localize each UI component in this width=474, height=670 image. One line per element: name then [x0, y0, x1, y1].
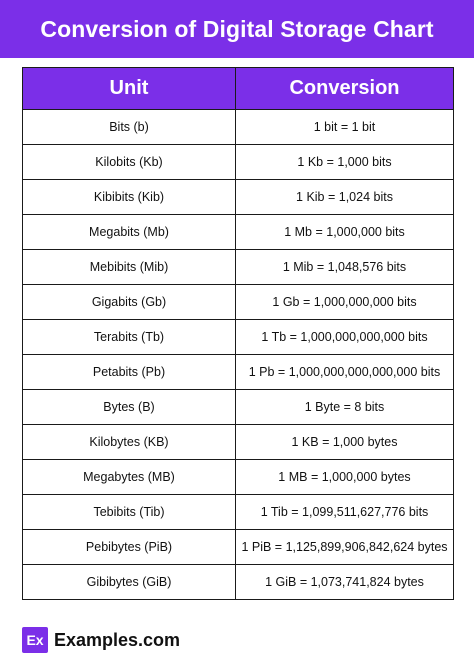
unit-cell: Megabits (Mb): [23, 215, 236, 250]
column-header-conversion: Conversion: [236, 68, 454, 110]
table-row: [23, 425, 454, 460]
conversion-table: [22, 67, 454, 600]
unit-cell: Kibibits (Kib): [23, 180, 236, 215]
unit-cell: Bytes (B): [23, 390, 236, 425]
conversion-cell: 1 Kb = 1,000 bits: [236, 145, 454, 180]
logo-badge: Ex: [22, 627, 48, 653]
site-logo[interactable]: [22, 627, 180, 653]
conversion-cell: 1 bit = 1 bit: [236, 110, 454, 145]
conversion-cell: 1 PiB = 1,125,899,906,842,624 bytes: [236, 530, 454, 565]
conversion-cell: 1 Mb = 1,000,000 bits: [236, 215, 454, 250]
conversion-cell: 1 KB = 1,000 bytes: [236, 425, 454, 460]
page-title: Conversion of Digital Storage Chart: [40, 15, 434, 42]
table-row: [23, 250, 454, 285]
conversion-cell: 1 Pb = 1,000,000,000,000,000 bits: [236, 355, 454, 390]
unit-cell: Mebibits (Mib): [23, 250, 236, 285]
table-row: [23, 495, 454, 530]
table-header: [23, 68, 454, 110]
unit-cell: Pebibytes (PiB): [23, 530, 236, 565]
conversion-cell: 1 Gb = 1,000,000,000 bits: [236, 285, 454, 320]
unit-cell: Petabits (Pb): [23, 355, 236, 390]
conversion-cell: 1 GiB = 1,073,741,824 bytes: [236, 565, 454, 600]
table-body: [23, 110, 454, 600]
unit-cell: Kilobits (Kb): [23, 145, 236, 180]
unit-cell: Bits (b): [23, 110, 236, 145]
table-row: [23, 460, 454, 495]
conversion-cell: 1 Byte = 8 bits: [236, 390, 454, 425]
unit-cell: Terabits (Tb): [23, 320, 236, 355]
title-banner: [0, 0, 474, 58]
column-header-unit: Unit: [23, 68, 236, 110]
unit-cell: Kilobytes (KB): [23, 425, 236, 460]
conversion-cell: 1 Tb = 1,000,000,000,000 bits: [236, 320, 454, 355]
table-row: [23, 110, 454, 145]
conversion-cell: 1 MB = 1,000,000 bytes: [236, 460, 454, 495]
conversion-cell: 1 Tib = 1,099,511,627,776 bits: [236, 495, 454, 530]
table-row: [23, 355, 454, 390]
unit-cell: Gigabits (Gb): [23, 285, 236, 320]
table-row: [23, 215, 454, 250]
conversion-cell: 1 Kib = 1,024 bits: [236, 180, 454, 215]
table-row: [23, 145, 454, 180]
unit-cell: Gibibytes (GiB): [23, 565, 236, 600]
table-row: [23, 320, 454, 355]
table-row: [23, 390, 454, 425]
conversion-cell: 1 Mib = 1,048,576 bits: [236, 250, 454, 285]
unit-cell: Tebibits (Tib): [23, 495, 236, 530]
logo-text: Examples.com: [54, 629, 181, 650]
table-row: [23, 530, 454, 565]
table-row: [23, 565, 454, 600]
header-row: [23, 68, 454, 110]
table-row: [23, 285, 454, 320]
unit-cell: Megabytes (MB): [23, 460, 236, 495]
table-row: [23, 180, 454, 215]
